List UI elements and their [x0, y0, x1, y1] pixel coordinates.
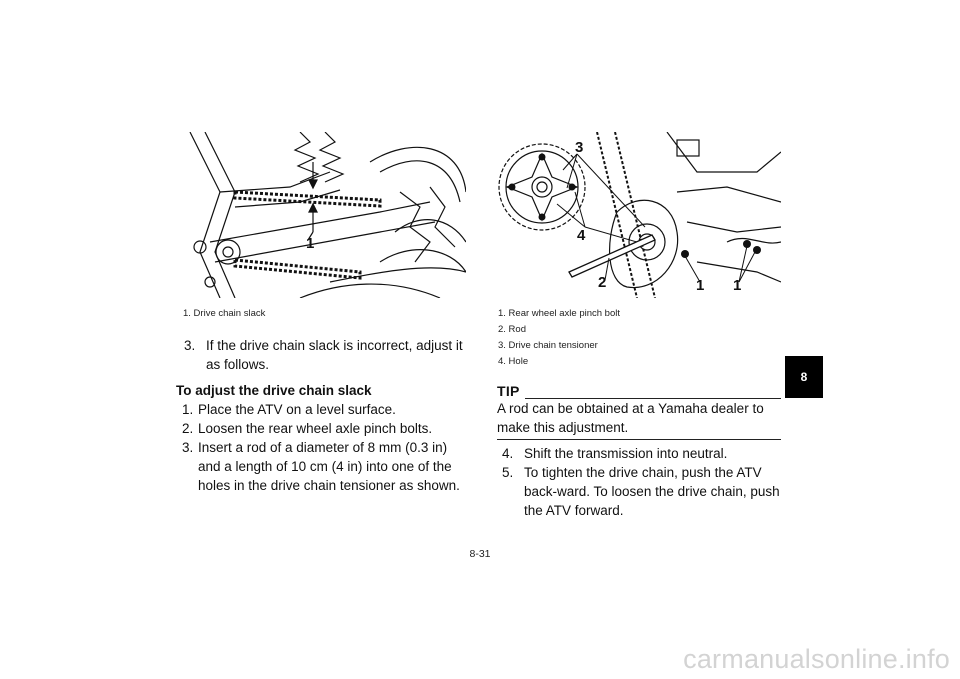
section-tab: 8 — [785, 356, 823, 398]
callout-2: 2 — [598, 274, 607, 291]
callout-1b: 1 — [733, 277, 742, 294]
caption-item: 1. Drive chain slack — [183, 308, 266, 319]
step-3: 3. Insert a rod of a diameter of 8 mm (0.3 in) and a length of 10 cm (4 in) into one of the holes in the drive chain tensioner as shown. — [182, 440, 460, 493]
watermark: carmanualsonline.info — [683, 644, 950, 674]
callout-4: 4 — [577, 227, 586, 244]
caption-item: 1. Rear wheel axle pinch bolt — [498, 308, 620, 319]
step-5: 5. To tighten the drive chain, push the ATV back-ward. To loosen the drive chain, push the ATV forward. — [502, 465, 780, 518]
drive-chain-tensioner-illustration — [497, 132, 781, 298]
step-4: 4. Shift the transmission into neutral. — [502, 446, 728, 461]
callout-1: 1 — [306, 235, 315, 252]
right-column-text — [502, 444, 782, 520]
tip-text: A rod can be obtained at a Yamaha dealer to make this adjustment. — [497, 401, 764, 435]
section-heading: To adjust the drive chain slack — [176, 383, 372, 398]
caption-item: 2. Rod — [498, 324, 526, 335]
tip-label: TIP — [497, 383, 520, 399]
callout-1a: 1 — [696, 277, 705, 294]
page-number: 8-31 — [469, 548, 491, 560]
tip-bottom-rule — [497, 439, 781, 440]
left-figure-caption — [183, 306, 265, 322]
drive-chain-slack-illustration — [180, 132, 466, 298]
step-1: 1. Place the ATV on a level surface. — [182, 402, 396, 417]
callout-3: 3 — [575, 139, 584, 156]
right-figure-caption — [498, 306, 620, 370]
left-column-text — [176, 336, 466, 495]
step-3-intro: 3. If the drive chain slack is incorrect, adjust it as follows. — [184, 338, 463, 372]
caption-item: 3. Drive chain tensioner — [498, 340, 598, 351]
caption-item: 4. Hole — [498, 356, 529, 367]
step-2: 2. Loosen the rear wheel axle pinch bolts. — [182, 421, 433, 436]
